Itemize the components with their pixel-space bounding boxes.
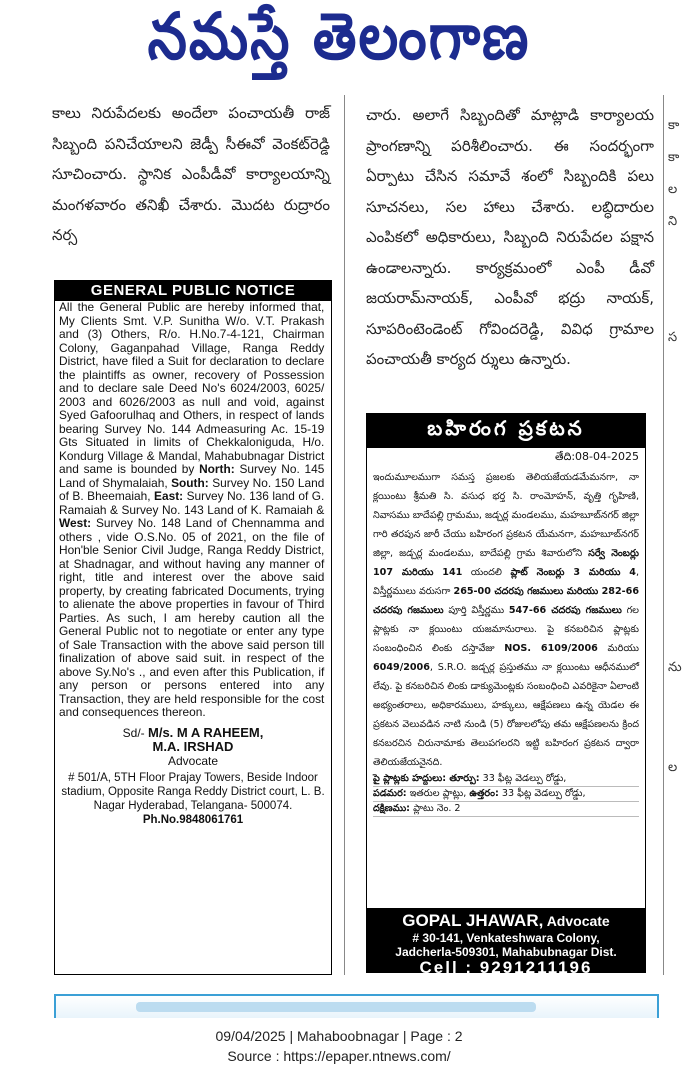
address-text: # 501/A, 5TH Floor Prajay Towers, Beside Indoor stadium, Opposite Ranga Reddy District court, L. B. Nagar Hyderabad, Telangana- 500074. bbox=[61, 771, 325, 812]
advocate-name-line bbox=[367, 908, 645, 931]
bound-row bbox=[373, 802, 639, 817]
telugu-public-notice bbox=[366, 413, 646, 977]
bound-label: పై ప్లాట్లకు హద్దులు: తూర్పు: bbox=[373, 773, 480, 784]
notice-address bbox=[59, 771, 327, 827]
body-highlight: ప్లాట్ నెంబర్లు 3 మరియు 4 bbox=[510, 567, 636, 578]
notice-body-text: Survey No. 150 Land of B. Bheemaiah, bbox=[59, 475, 325, 503]
body-text: ఇందుమూలముగా సమస్త ప్రజలకు తెలియజేయడమేమనగా, నా క్లయింటు శ్రీమతి సి. వసుధ భర్త సి. రాంమోహన్, వృత్తి గృహిణి, నివాసము బాదేపల్లి గ్రామము, జడ్చర్ల మండలము, మహబూబ్‌నగర్ జిల్లా గారి తరపున జారీ చేయు బహిరంగ ప్రకటన యేమనగా, మహబూబ్‌నగర్ జిల్లా, జడ్చర్ల మండలము, బాదేపల్లి గ్రామ శివారులోని bbox=[373, 472, 639, 559]
body-text: , విస్తీర్ణములు వరుసగా bbox=[373, 567, 640, 597]
advocate-footer bbox=[367, 908, 645, 977]
telugu-notice-date: తేది:08-04-2025 bbox=[555, 450, 639, 463]
body-text: , S.R.O. జడ్చర్ల ప్రస్తుతము నా క్లయింటు ఆధీనములో లేవు. పై కనబరిచిన లింకు డాక్యుమెంట్లకు సంబంధించి ఎవరికైనా ఏలాంటి అభ్యంతరాలు, అధికారములు, హక్కులు, ఆక్షేపణలు ఉన్న యెడల ఈ ప్రకటన వెలువడిన నాటి నుండి (5) రోజులలోపు తమ ఆక్షేపణలను క్రింద కనబరచిన చిరునామాకు తెలుపగలరని ఇట్టి బహిరంగ ప్రకటన ద్వారా తెలియజేయనైనది. bbox=[373, 662, 639, 768]
address-phone: Ph.No.9848061761 bbox=[142, 813, 244, 826]
advocate-address-1: # 30-141, Venkateshwara Colony, bbox=[412, 931, 600, 945]
body-highlight: 6049/2006 bbox=[373, 662, 430, 673]
bound-label: ఉత్తరం: bbox=[469, 788, 499, 799]
edge-text-fragment: కా bbox=[668, 150, 680, 165]
bound-row bbox=[373, 772, 639, 787]
advocate-cell: Cell : 9291211196 bbox=[419, 958, 593, 977]
body-text: యందలి bbox=[462, 567, 511, 578]
edge-text-fragment: ని bbox=[668, 214, 678, 229]
page-footer bbox=[0, 1026, 678, 1066]
telugu-notice-title: బహిరంగ ప్రకటన bbox=[367, 414, 645, 448]
notice-title: GENERAL PUBLIC NOTICE bbox=[55, 281, 331, 301]
bound-value: 33 ఫీట్ల వెడల్పు రోడ్డు, bbox=[479, 773, 567, 784]
notice-signature bbox=[59, 726, 327, 768]
notice-body-text: Survey No. 148 Land of Chennamma and others , vide O.S.No. 05 of 2021, on the file of Hon'ble Senior Civil Judge, Ranga Reddy District, at Shadnagar, and without having any manner of right, title and interest over the above said property, by creating fabricated Documents, trying to alienate the above properties in favour of Third Parties. As such, I am hereby caution all the General Public not to negotiate or enter any type of Sale Transaction with the above said person till finalization of above said suit. in respect of the above Sy.No's ., and even after this Publication, if any person or persons entered into any Transaction, they are held responsible for the cost and consequences thereon. bbox=[59, 516, 325, 719]
body-highlight: సర్వే నెంబర్లు 107 మరియు 141 bbox=[373, 548, 640, 578]
newspaper-title: నమస్తే తెలంగాణ bbox=[147, 0, 531, 75]
body-text: గల ప్లాట్లకు నా క్లయింటు యజమానురాలు. పై కనబరిచిన ప్లాట్లకు సంబంధించిన లింకు దస్తావేజు bbox=[373, 605, 639, 654]
edge-text-fragment: స bbox=[668, 330, 678, 345]
advocate-role: Advocate bbox=[543, 913, 610, 929]
telugu-notice-bounds bbox=[367, 772, 645, 817]
notice-body-text: Survey No. 136 land of G. Ramaiah & Survey No. 143 Land of K. Ramaiah & bbox=[59, 489, 325, 517]
edge-text-fragment: ను bbox=[668, 660, 682, 675]
bound-value: 33 ఫీట్ల వెడల్పు రోడ్డు, bbox=[498, 788, 586, 799]
ad-strip-shape bbox=[136, 1002, 536, 1012]
body-text: పూర్తి విస్తీర్ణము bbox=[443, 605, 509, 616]
bound-label-south: South: bbox=[171, 475, 209, 490]
signature-role: Advocate bbox=[167, 753, 219, 768]
signature-name: M/s. M A RAHEEM, bbox=[148, 724, 264, 740]
edge-text-fragment: ల bbox=[668, 760, 678, 775]
notice-body-text: Survey No. 145 Land of Shymalaiah, bbox=[59, 462, 325, 490]
bound-value: ఇతరుల ప్లాట్లు, bbox=[406, 788, 470, 799]
bound-label-east: East: bbox=[154, 489, 184, 503]
notice-body bbox=[59, 301, 324, 720]
column-divider bbox=[344, 95, 345, 975]
column-divider bbox=[663, 95, 664, 975]
general-public-notice bbox=[54, 280, 332, 975]
telugu-notice-body bbox=[367, 466, 645, 772]
body-highlight: 547-66 చదరపు గజములు bbox=[508, 605, 622, 616]
masthead bbox=[0, 0, 678, 90]
advocate-name: GOPAL JHAWAR, bbox=[402, 911, 544, 930]
bound-value: ప్లాటు నెం. 2 bbox=[410, 803, 461, 814]
left-article-text: కాలు నిరుపేదలకు అందేలా పంచాయతీ రాజ్ సిబ్బంది పనిచేయాలని జెడ్పీ సీఈవో వెంకట్‌రెడ్డి సూచించారు. స్థానిక ఎంపీడీవో కార్యాలయాన్ని మంగళవారం తనిఖీ చేశారు. మొదట రుద్రారం నర్స bbox=[52, 104, 330, 244]
signature-name-2: M.A. IRSHAD bbox=[152, 738, 234, 754]
bound-row bbox=[373, 787, 639, 802]
body-highlight: NOS. 6109/2006 bbox=[504, 643, 598, 654]
bound-label-north: North: bbox=[199, 462, 235, 476]
middle-article-text: చారు. అలాగే సిబ్బందితో మాట్లాడి కార్యాలయ ప్రాంగణాన్ని పరిశీలించారు. ఈ సందర్భంగా ఏర్పాటు చేసిన సమావే శంలో సిబ్బందికి పలు సూచనలు, సల హాలు చేశారు. లబ్ధిదారుల ఎంపికలో అధికారులు, సిబ్బంది నిరుపేదల పక్షాన ఉండాలన్నారు. కార్యక్రమంలో ఎంపీ డీవో జయరామ్‌నాయక్, ఎంపీవో భద్రు నాయక్, సూపరింటెండెంట్ గోవిందరెడ్డి, వివిధ గ్రామాల పంచాయతీ కార్యద ర్శులు ఉన్నారు. bbox=[366, 106, 654, 368]
bound-label: పడమర: bbox=[373, 788, 407, 799]
notice-body-text: All the General Public are hereby informed that, My Clients Smt. V.P. Sunitha W/o. V.T. Prakash and (3) Others, R/o. H.No.7-4-121, Chairman Colony, Gaganpahad Village, Ranga Reddy District, have filed a Suit for declaration to declare the plaintiffs as owner, recovery of Possession and to declare sale Deed No's 6024/2003, 6025/ 2003 and 6026/2003 as null and void, against Syed Gafoorulhaq and Others, in respect of lands bearing Survey No. 144 Admeasuring Ac. 15-19 Gts Situated in limits of Chekkaloniguda, H/o. Kondurg Village & Mandal, Mahabubnagar District and same is bounded by bbox=[59, 300, 325, 476]
footer-date-page: 09/04/2025 | Mahaboobnagar | Page : 2 bbox=[215, 1028, 463, 1044]
advocate-address-2: Jadcherla-509301, Mahabubnagar Dist. bbox=[395, 945, 617, 959]
edge-text-fragment: కా bbox=[668, 118, 680, 133]
signature-prefix: Sd/- bbox=[122, 725, 148, 740]
body-highlight: 265-00 చదరపు గజములు మరియు 282-66 చదరపు గజములు bbox=[373, 586, 639, 616]
edge-text-fragment: ల bbox=[668, 182, 678, 197]
body-text: మరియు bbox=[597, 643, 639, 654]
bound-label: దక్షిణము: bbox=[373, 803, 411, 814]
footer-source: Source : https://epaper.ntnews.com/ bbox=[227, 1048, 451, 1064]
cut-off-ad-strip bbox=[54, 994, 659, 1018]
bound-label-west: West: bbox=[59, 516, 92, 530]
